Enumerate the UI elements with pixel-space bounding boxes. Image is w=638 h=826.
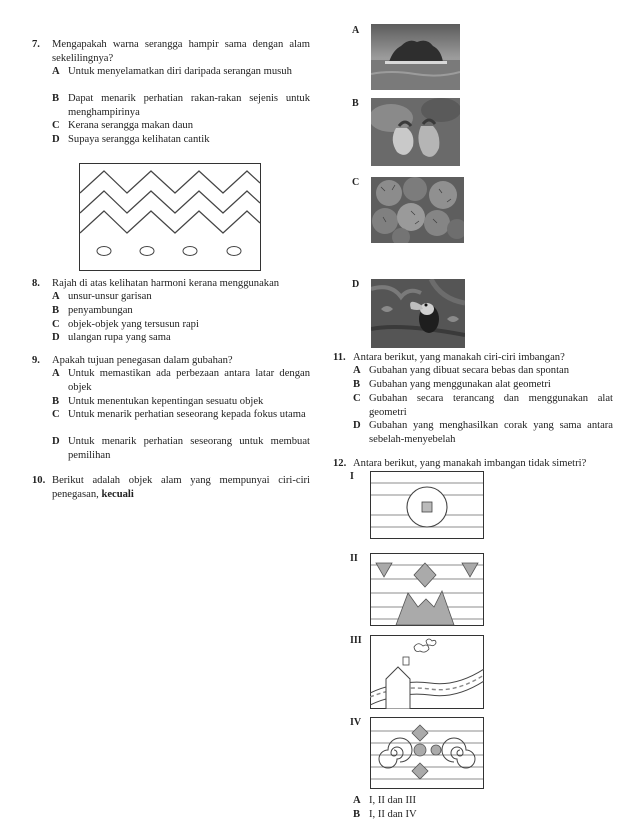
option-letter: C <box>353 393 361 404</box>
figure-label-iii: III <box>350 635 362 646</box>
option-text: Untuk memastikan ada perbezaan antara latar dengan objek <box>68 368 310 393</box>
figure-iii-house-road[interactable] <box>370 635 484 709</box>
option-letter: B <box>52 396 60 407</box>
island-photo[interactable] <box>371 24 460 90</box>
rambutan-photo[interactable] <box>371 177 464 243</box>
option-letter: A <box>52 368 60 379</box>
figure-iv-spirals[interactable] <box>370 717 484 789</box>
option-text: Gubahan yang menghasilkan corak yang sama antara sebelah-menyebelah <box>369 420 613 445</box>
option-letter: A <box>52 66 60 77</box>
option-letter: D <box>52 332 60 343</box>
question-text: Mengapakah warna serangga hampir sama dengan alam sekelilingnya? <box>52 39 310 64</box>
option-text: penyambungan <box>68 305 133 316</box>
option-text: objek-objek yang tersusun rapi <box>68 319 199 330</box>
option-text: Gubahan secara terancang dan menggunakan alat geometri <box>369 393 613 418</box>
option-letter: A <box>353 365 361 376</box>
option-letter: D <box>52 436 60 447</box>
option-letter: D <box>353 420 361 431</box>
question-text: Apakah tujuan penegasan dalam gubahan? <box>52 355 233 366</box>
question-text: Rajah di atas kelihatan harmoni kerana menggunakan <box>52 278 280 289</box>
question-text: Antara berikut, yang manakah imbangan tidak simetri? <box>353 458 587 469</box>
question-number: 8. <box>32 278 40 289</box>
option-letter: A <box>353 795 361 806</box>
option-letter: B <box>52 93 60 104</box>
option-text: Gubahan yang menggunakan alat geometri <box>369 379 551 390</box>
option-text: I, II dan IV <box>369 809 417 820</box>
image-label-c: C <box>352 177 360 188</box>
image-label-a: A <box>352 25 360 36</box>
option-text: Gubahan yang dibuat secara bebas dan spontan <box>369 365 570 376</box>
toucan-photo[interactable] <box>371 279 465 348</box>
option-text: I, II dan III <box>369 795 417 806</box>
question-number: 12. <box>333 458 347 469</box>
option-text: unsur-unsur garisan <box>68 291 152 302</box>
option-text: ulangan rupa yang sama <box>68 332 171 343</box>
zigzag-harmony-figure <box>79 163 261 271</box>
cashew-fruit-photo[interactable] <box>371 98 460 166</box>
option-text: Supaya serangga kelihatan cantik <box>68 134 210 145</box>
option-letter: C <box>52 319 60 330</box>
option-text: Dapat menarik perhatian rakan-rakan sejenis untuk menghampirinya <box>68 93 310 118</box>
option-letter: C <box>52 409 60 420</box>
option-text: Untuk menarik perhatian seseorang kepada fokus utama <box>68 409 306 420</box>
question-text-main: Berikut adalah objek alam yang mempunyai ciri-ciri penegasan, <box>52 475 310 500</box>
option-letter: B <box>52 305 60 316</box>
question-number: 10. <box>32 475 46 486</box>
figure-ii-triangles-mountain[interactable] <box>370 553 484 626</box>
option-text: Untuk menentukan kepentingan sesuatu objek <box>68 396 264 407</box>
question-number: 9. <box>32 355 40 366</box>
image-label-b: B <box>352 98 359 109</box>
figure-label-i: I <box>350 471 354 482</box>
figure-label-iv: IV <box>350 717 362 728</box>
figure-i-circle-square[interactable] <box>370 471 484 539</box>
option-letter: A <box>52 291 60 302</box>
question-number: 7. <box>32 39 40 50</box>
question-number: 11. <box>333 352 346 363</box>
option-text: Kerana serangga makan daun <box>68 120 194 131</box>
option-letter: B <box>353 809 361 820</box>
option-text: Untuk menyelamatkan diri daripada serangan musuh <box>68 66 292 77</box>
option-letter: C <box>52 120 60 131</box>
option-letter: B <box>353 379 361 390</box>
image-label-d: D <box>352 279 360 290</box>
figure-label-ii: II <box>350 553 358 564</box>
question-text: Antara berikut, yang manakah ciri-ciri imbangan? <box>353 352 565 363</box>
question-emphasis: kecuali <box>101 488 134 500</box>
option-letter: D <box>52 134 60 145</box>
question-text <box>52 474 310 501</box>
option-text: Untuk menarik perhatian seseorang untuk membuat pemilihan <box>68 436 310 461</box>
